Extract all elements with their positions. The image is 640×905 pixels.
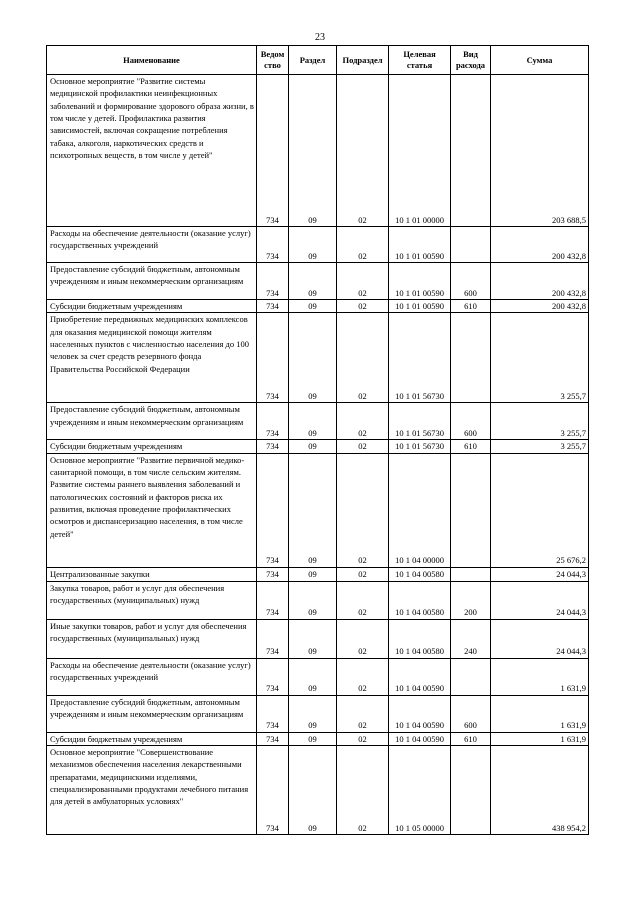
row-target-article: 10 1 05 00000 (389, 745, 451, 834)
row-name: Централизованные закупки (47, 567, 257, 581)
row-target-article: 10 1 04 00590 (389, 732, 451, 745)
table-row (47, 567, 589, 581)
row-department: 734 (257, 745, 289, 834)
row-sum: 1 631,9 (491, 695, 589, 732)
row-subsection: 02 (337, 695, 389, 732)
row-subsection: 02 (337, 658, 389, 695)
row-sum: 200 432,8 (491, 300, 589, 313)
header-department: Ведом ство (257, 46, 289, 75)
row-subsection: 02 (337, 745, 389, 834)
row-target-article: 10 1 01 56730 (389, 440, 451, 453)
table-row (47, 75, 589, 227)
row-expense-type: 600 (451, 263, 491, 300)
row-expense-type: 610 (451, 732, 491, 745)
row-name: Основное мероприятие "Совершенствование механизмов обеспечения населения лекарственными препаратами, медицинскими изделиями, специализированными продуктами лечебного питания для детей в амбулаторных условиях" (47, 745, 257, 834)
table-row (47, 227, 589, 263)
row-target-article: 10 1 01 00590 (389, 300, 451, 313)
row-sum: 1 631,9 (491, 658, 589, 695)
table-row (47, 403, 589, 440)
row-target-article: 10 1 01 56730 (389, 313, 451, 403)
row-name: Приобретение передвижных медицинских комплексов для оказания медицинской помощи жителям населенных пунктов с численностью населения до 100 человек за счет средств резервного фонда Правительства Российской Федерации (47, 313, 257, 403)
row-section: 09 (289, 403, 337, 440)
table-row (47, 453, 589, 567)
row-sum: 200 432,8 (491, 263, 589, 300)
header-section: Раздел (289, 46, 337, 75)
row-department: 734 (257, 658, 289, 695)
row-name: Предоставление субсидий бюджетным, автономным учреждениям и иным некоммерческим организациям (47, 263, 257, 300)
table-row (47, 263, 589, 300)
row-section: 09 (289, 619, 337, 658)
row-target-article: 10 1 01 00590 (389, 227, 451, 263)
row-expense-type (451, 313, 491, 403)
row-subsection: 02 (337, 619, 389, 658)
row-expense-type: 200 (451, 581, 491, 619)
row-expense-type (451, 658, 491, 695)
row-department: 734 (257, 453, 289, 567)
row-expense-type (451, 453, 491, 567)
row-expense-type: 600 (451, 695, 491, 732)
row-target-article: 10 1 01 00000 (389, 75, 451, 227)
header-expense-type: Вид расхода (451, 46, 491, 75)
row-sum: 438 954,2 (491, 745, 589, 834)
row-target-article: 10 1 04 00580 (389, 567, 451, 581)
row-expense-type (451, 745, 491, 834)
row-sum: 25 676,2 (491, 453, 589, 567)
budget-table (46, 45, 589, 835)
row-target-article: 10 1 04 00590 (389, 695, 451, 732)
row-sum: 24 044,3 (491, 581, 589, 619)
row-subsection: 02 (337, 403, 389, 440)
row-section: 09 (289, 440, 337, 453)
row-sum: 3 255,7 (491, 403, 589, 440)
row-section: 09 (289, 227, 337, 263)
row-name: Предоставление субсидий бюджетным, автономным учреждениям и иным некоммерческим организациям (47, 695, 257, 732)
row-subsection: 02 (337, 300, 389, 313)
row-name: Основное мероприятие "Развитие системы медицинской профилактики неинфекционных заболеваний и формирование здорового образа жизни, в том числе у детей. Профилактика развития зависимостей, включая сокращение потребления табака, алкоголя, наркотических средств и психотропных веществ, в том числе у детей" (47, 75, 257, 227)
row-name: Субсидии бюджетным учреждениям (47, 440, 257, 453)
header-sum: Сумма (491, 46, 589, 75)
row-subsection: 02 (337, 581, 389, 619)
table-row (47, 658, 589, 695)
row-section: 09 (289, 453, 337, 567)
row-expense-type: 600 (451, 403, 491, 440)
row-section: 09 (289, 581, 337, 619)
row-department: 734 (257, 440, 289, 453)
row-subsection: 02 (337, 313, 389, 403)
row-target-article: 10 1 01 56730 (389, 403, 451, 440)
row-section: 09 (289, 313, 337, 403)
row-section: 09 (289, 75, 337, 227)
row-expense-type: 610 (451, 440, 491, 453)
row-name: Расходы на обеспечение деятельности (оказание услуг) государственных учреждений (47, 658, 257, 695)
row-sum: 200 432,8 (491, 227, 589, 263)
table-row (47, 440, 589, 453)
row-name: Предоставление субсидий бюджетным, автономным учреждениям и иным некоммерческим организациям (47, 403, 257, 440)
row-section: 09 (289, 300, 337, 313)
row-department: 734 (257, 732, 289, 745)
row-department: 734 (257, 403, 289, 440)
table-row (47, 732, 589, 745)
row-expense-type (451, 75, 491, 227)
row-department: 734 (257, 75, 289, 227)
row-subsection: 02 (337, 75, 389, 227)
row-name: Иные закупки товаров, работ и услуг для обеспечения государственных (муниципальных) нужд (47, 619, 257, 658)
row-section: 09 (289, 745, 337, 834)
page-number: 23 (315, 32, 325, 43)
row-target-article: 10 1 04 00580 (389, 619, 451, 658)
row-subsection: 02 (337, 440, 389, 453)
row-section: 09 (289, 695, 337, 732)
row-department: 734 (257, 581, 289, 619)
table-row (47, 619, 589, 658)
row-sum: 3 255,7 (491, 440, 589, 453)
row-department: 734 (257, 695, 289, 732)
row-target-article: 10 1 04 00590 (389, 658, 451, 695)
header-subsection: Подраздел (337, 46, 389, 75)
row-sum: 203 688,5 (491, 75, 589, 227)
row-sum: 1 631,9 (491, 732, 589, 745)
row-name: Расходы на обеспечение деятельности (оказание услуг) государственных учреждений (47, 227, 257, 263)
header-target-article: Целевая статья (389, 46, 451, 75)
table-row (47, 581, 589, 619)
row-sum: 24 044,3 (491, 619, 589, 658)
row-department: 734 (257, 619, 289, 658)
row-expense-type (451, 567, 491, 581)
row-name: Субсидии бюджетным учреждениям (47, 732, 257, 745)
row-name: Закупка товаров, работ и услуг для обеспечения государственных (муниципальных) нужд (47, 581, 257, 619)
row-target-article: 10 1 01 00590 (389, 263, 451, 300)
row-expense-type: 610 (451, 300, 491, 313)
row-expense-type: 240 (451, 619, 491, 658)
row-subsection: 02 (337, 567, 389, 581)
table-header-row (47, 46, 589, 75)
row-section: 09 (289, 658, 337, 695)
row-section: 09 (289, 567, 337, 581)
row-section: 09 (289, 263, 337, 300)
row-target-article: 10 1 04 00000 (389, 453, 451, 567)
row-section: 09 (289, 732, 337, 745)
row-sum: 3 255,7 (491, 313, 589, 403)
row-target-article: 10 1 04 00580 (389, 581, 451, 619)
table-row (47, 313, 589, 403)
table-row (47, 300, 589, 313)
table-row (47, 695, 589, 732)
row-department: 734 (257, 567, 289, 581)
row-department: 734 (257, 300, 289, 313)
row-department: 734 (257, 263, 289, 300)
row-department: 734 (257, 313, 289, 403)
row-expense-type (451, 227, 491, 263)
row-subsection: 02 (337, 732, 389, 745)
row-subsection: 02 (337, 227, 389, 263)
row-sum: 24 044,3 (491, 567, 589, 581)
row-subsection: 02 (337, 453, 389, 567)
row-department: 734 (257, 227, 289, 263)
row-name: Субсидии бюджетным учреждениям (47, 300, 257, 313)
row-subsection: 02 (337, 263, 389, 300)
header-name: Наименование (47, 46, 257, 75)
table-row (47, 745, 589, 834)
row-name: Основное мероприятие "Развитие первичной медико-санитарной помощи, в том числе сельским жителям. Развитие системы раннего выявления заболеваний и патологических состояний и факторов риска их развития, включая проведение профилактических осмотров и диспансеризацию населения, в том числе детей" (47, 453, 257, 567)
